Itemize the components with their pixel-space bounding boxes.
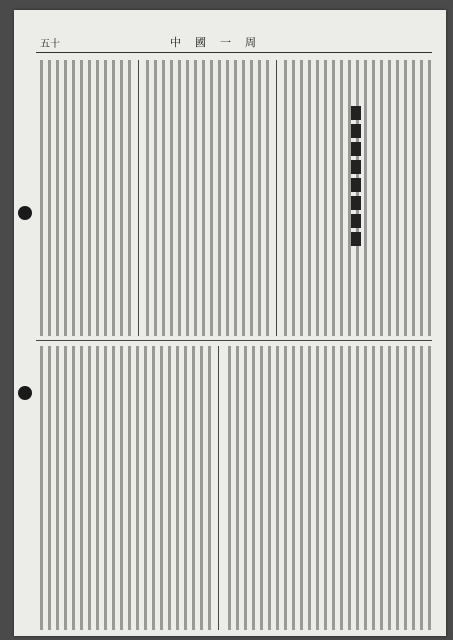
text-column-placeholder <box>356 346 359 630</box>
text-column-placeholder <box>72 346 75 630</box>
text-column-placeholder <box>244 346 247 630</box>
text-column-placeholder <box>292 346 295 630</box>
text-column-placeholder <box>112 60 115 336</box>
column-divider <box>218 346 219 630</box>
text-column-placeholder <box>112 346 115 630</box>
text-column-placeholder <box>136 346 139 630</box>
text-column-placeholder <box>276 346 279 630</box>
text-column-placeholder <box>428 346 431 630</box>
text-column-placeholder <box>284 346 287 630</box>
text-column-placeholder <box>200 346 203 630</box>
text-column-placeholder <box>160 346 163 630</box>
text-column-placeholder <box>308 60 311 336</box>
text-column-placeholder <box>420 346 423 630</box>
text-column-placeholder <box>104 346 107 630</box>
text-column-placeholder <box>210 60 213 336</box>
text-column-placeholder <box>64 60 67 336</box>
text-column-placeholder <box>332 60 335 336</box>
text-column-placeholder <box>146 60 149 336</box>
text-column-placeholder <box>192 346 195 630</box>
text-column-placeholder <box>96 60 99 336</box>
text-column-placeholder <box>144 346 147 630</box>
text-column-placeholder <box>316 346 319 630</box>
text-column-placeholder <box>372 60 375 336</box>
text-column-placeholder <box>176 346 179 630</box>
text-column-placeholder <box>80 60 83 336</box>
journal-title: 中國一周 <box>170 36 270 49</box>
text-column-placeholder <box>234 60 237 336</box>
text-column-placeholder <box>420 60 423 336</box>
text-column-placeholder <box>88 60 91 336</box>
text-column-placeholder <box>364 60 367 336</box>
text-column-placeholder <box>104 60 107 336</box>
text-column-placeholder <box>208 346 211 630</box>
text-column-placeholder <box>324 346 327 630</box>
text-column-placeholder <box>396 60 399 336</box>
text-column-placeholder <box>252 346 255 630</box>
text-column-placeholder <box>340 60 343 336</box>
text-block-bottom-left <box>38 346 214 630</box>
text-column-placeholder <box>266 60 269 336</box>
text-column-placeholder <box>380 346 383 630</box>
journal-page <box>14 10 446 636</box>
text-column-placeholder <box>324 60 327 336</box>
text-column-placeholder <box>300 60 303 336</box>
text-column-placeholder <box>186 60 189 336</box>
text-column-placeholder <box>184 346 187 630</box>
text-column-placeholder <box>178 60 181 336</box>
text-column-placeholder <box>154 60 157 336</box>
text-column-placeholder <box>162 60 165 336</box>
text-column-placeholder <box>152 346 155 630</box>
text-column-placeholder <box>88 346 91 630</box>
text-column-placeholder <box>80 346 83 630</box>
text-column-placeholder <box>412 346 415 630</box>
text-column-placeholder <box>120 346 123 630</box>
article-title-column <box>351 106 363 250</box>
text-column-placeholder <box>128 60 131 336</box>
binding-hole <box>18 386 32 400</box>
text-column-placeholder <box>168 346 171 630</box>
text-column-placeholder <box>72 60 75 336</box>
text-column-placeholder <box>388 346 391 630</box>
text-column-placeholder <box>202 60 205 336</box>
text-column-placeholder <box>64 346 67 630</box>
text-column-placeholder <box>228 346 231 630</box>
text-column-placeholder <box>316 60 319 336</box>
text-column-placeholder <box>332 346 335 630</box>
text-block-top-middle <box>142 60 272 336</box>
text-column-placeholder <box>428 60 431 336</box>
text-column-placeholder <box>372 346 375 630</box>
text-column-placeholder <box>380 60 383 336</box>
horizontal-divider <box>36 340 432 341</box>
text-column-placeholder <box>128 346 131 630</box>
text-block-top-left <box>38 60 134 336</box>
text-column-placeholder <box>218 60 221 336</box>
text-column-placeholder <box>258 60 261 336</box>
text-column-placeholder <box>260 346 263 630</box>
text-column-placeholder <box>396 346 399 630</box>
text-column-placeholder <box>170 60 173 336</box>
header-rule <box>36 52 432 53</box>
text-column-placeholder <box>388 60 391 336</box>
page-number: 五十 <box>40 39 60 50</box>
text-block-bottom-right <box>222 346 434 630</box>
text-column-placeholder <box>250 60 253 336</box>
text-column-placeholder <box>308 346 311 630</box>
column-divider <box>276 60 277 336</box>
text-column-placeholder <box>292 60 295 336</box>
page-header <box>14 34 446 56</box>
text-column-placeholder <box>48 346 51 630</box>
text-column-placeholder <box>404 60 407 336</box>
text-column-placeholder <box>348 346 351 630</box>
text-column-placeholder <box>48 60 51 336</box>
column-divider <box>138 60 139 336</box>
text-column-placeholder <box>40 346 43 630</box>
text-column-placeholder <box>236 346 239 630</box>
text-column-placeholder <box>120 60 123 336</box>
text-column-placeholder <box>268 346 271 630</box>
text-column-placeholder <box>300 346 303 630</box>
text-column-placeholder <box>284 60 287 336</box>
text-column-placeholder <box>40 60 43 336</box>
text-column-placeholder <box>56 346 59 630</box>
text-column-placeholder <box>404 346 407 630</box>
text-column-placeholder <box>226 60 229 336</box>
text-column-placeholder <box>412 60 415 336</box>
text-column-placeholder <box>364 346 367 630</box>
binding-hole <box>18 206 32 220</box>
text-column-placeholder <box>242 60 245 336</box>
text-column-placeholder <box>340 346 343 630</box>
text-column-placeholder <box>56 60 59 336</box>
text-column-placeholder <box>96 346 99 630</box>
text-column-placeholder <box>194 60 197 336</box>
